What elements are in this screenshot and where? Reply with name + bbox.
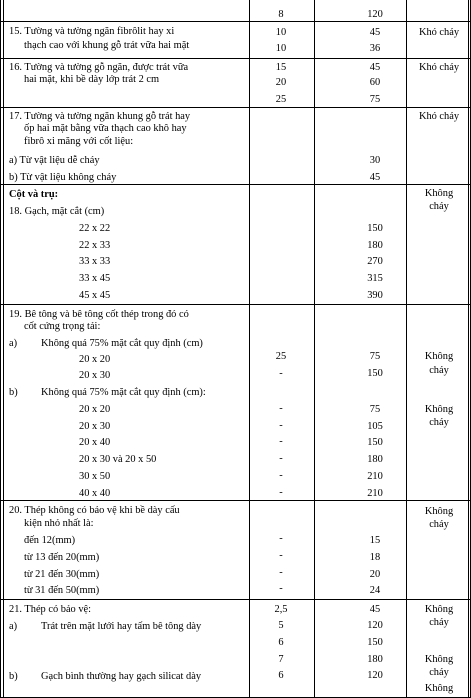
row-21-option-b: Gạch bình thường hay gạch silicat dày [41, 671, 202, 682]
table-row-label: đến 12(mm) [24, 535, 76, 546]
table-row-label: 20 x 20 [79, 404, 111, 415]
row-divider [1, 599, 471, 600]
table-border-left [3, 0, 4, 698]
table-row-label: từ 13 đến 20(mm) [24, 552, 100, 563]
row-20-description: 20. Thép không có bảo vệ khi bề dày cấu [9, 505, 180, 516]
table-row-label: 40 x 40 [79, 488, 111, 499]
row-divider [1, 21, 471, 22]
column-divider [249, 0, 250, 698]
column-divider [406, 0, 407, 698]
row-17-description: fibrô xi măng với cốt liệu: [24, 136, 134, 147]
table-row-label: 20 x 30 [79, 370, 111, 381]
row-18-description: 18. Gạch, mặt cắt (cm) [9, 206, 105, 217]
row-21-option-a: Trát trên mặt lưới hay tấm bê tông dày [41, 621, 202, 632]
table-row-label: 20 x 40 [79, 437, 111, 448]
section-heading: Cột và trụ: [9, 189, 59, 200]
row-19-option-b: Không quá 75% mặt cắt quy định (cm): [41, 387, 206, 398]
row-divider [1, 184, 471, 185]
row-15-description: 15. Tường và tường ngăn fibrôlit hay xi [9, 26, 175, 37]
table-row-label: 30 x 50 [79, 471, 111, 482]
row-21-description: 21. Thép có bảo vệ: [9, 604, 92, 615]
row-19-description: cốt cứng trọng tải: [24, 321, 101, 332]
table-row-label: 22 x 33 [79, 240, 111, 251]
row-divider [1, 304, 471, 305]
row-15-description: thạch cao với khung gỗ trát vữa hai mặt [24, 40, 190, 51]
table-row-label: 45 x 45 [79, 290, 111, 301]
row-16-description: 16. Tường và tường gỗ ngăn, được trát vữa [9, 62, 189, 73]
row-17-description: 17. Tường và tường ngăn khung gỗ trát hay [9, 111, 191, 122]
table-row-label: 33 x 45 [79, 273, 111, 284]
table-row-label: 20 x 20 [79, 354, 111, 365]
row-divider [1, 58, 471, 59]
table-row-label: từ 21 đến 30(mm) [24, 569, 100, 580]
row-19-option-letter: a) [9, 338, 18, 349]
column-divider [314, 0, 315, 698]
row-17-option-a: a) Từ vật liệu dễ cháy [9, 155, 100, 166]
row-20-description: kiện nhỏ nhất là: [24, 518, 94, 529]
table-row-label: 22 x 22 [79, 223, 111, 234]
row-19-description: 19. Bê tông và bê tông cốt thép trong đó có [9, 309, 189, 320]
row-19-option-letter: b) [9, 387, 18, 398]
row-21-option-letter: a) [9, 621, 18, 632]
table-row-label: từ 31 đến 50(mm) [24, 585, 100, 596]
row-divider [1, 500, 471, 501]
fire-resistance-table: 8 120 15. Tường và tường ngăn fibrôlit hay xi thạch cao với khung gỗ trát vữa hai mặt 10 10 45 36 Khó cháy 16. Tường và tường gỗ ngăn, được trát vữa hai mặt, khi bề dày lớp trát 2 cm 15 20 25 45 60 75 Khó cháy 17. Tường và tường ngăn khung gỗ trát hay ốp hai mặt bằng vữa thạch cao khô hay fibrô xi măng với cốt liệu: a) Từ vật liệu dễ cháy b) Từ vật liệu không cháy 30 45 Khó cháy Cột và trụ: 18. Gạch, mặt cắt (cm) Không cháy 22 x 22 22 x 33 33 x 33 33 x 45 45 x 45 150 180 270 315 390 19. Bê tông và bê tông cốt thép trong đó có cốt cứng trọng tải: a) Không quá 75% mặt cắt quy định (cm) 20 x 20 20 x 30 25 - 75 150 Không cháy b) Không quá 75% mặt cắt quy định (cm): Không cháy 20 x 20 20 x 30 20 x 40 20 x 30 và 20 x 50 30 x 50 40 x 40 - - - - - - 75 105 150 180 210 210 20. Thép không có bảo vệ khi bề dày cấu kiện nhỏ nhất là: Không cháy đến 12(mm) từ 13 đến 20(mm) từ 21 đến 30(mm) từ 31 đến 50(mm) - - - - 15 18 20 24 21. Thép có bảo vệ: a) Trát trên mặt lưới hay tấm bê tông dày b) Gạch bình thường hay gạch silicat dày 2,5 5 6 7 6 45 120 150 180 120 Không cháy Không cháy Không [0, 0, 471, 698]
row-17-option-b: b) Từ vật liệu không cháy [9, 172, 117, 183]
table-border-right [468, 0, 469, 698]
table-row-label: 33 x 33 [79, 256, 111, 267]
row-16-description: hai mặt, khi bề dày lớp trát 2 cm [24, 74, 160, 85]
table-row-label: 20 x 30 và 20 x 50 [79, 454, 157, 465]
row-21-option-letter: b) [9, 671, 18, 682]
row-divider [1, 107, 471, 108]
row-17-description: ốp hai mặt bằng vữa thạch cao khô hay [24, 123, 187, 134]
table-row-label: 20 x 30 [79, 421, 111, 432]
row-19-option-a: Không quá 75% mặt cắt quy định (cm) [41, 338, 203, 349]
